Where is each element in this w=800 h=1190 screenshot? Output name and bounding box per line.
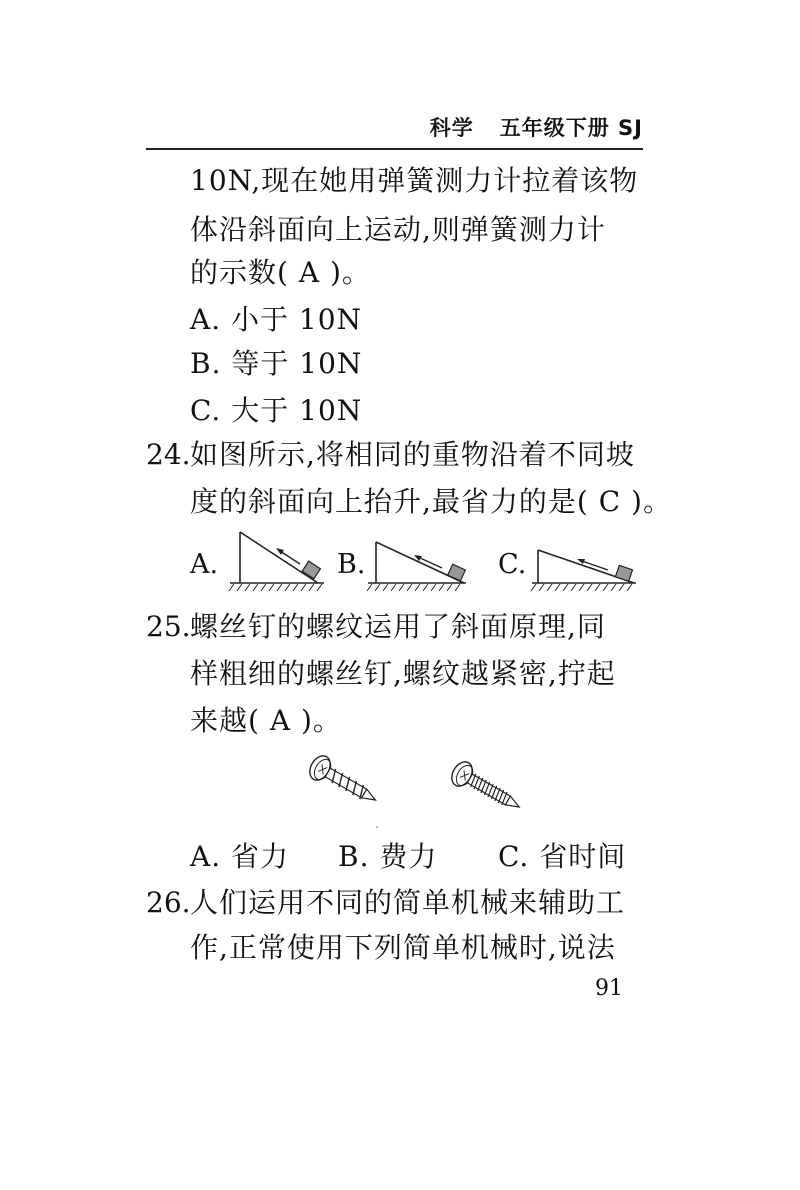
q24-line-2: 度的斜面向上抬升,最省力的是( C )。 <box>190 485 672 518</box>
q23-line-1: 10N,现在她用弹簧测力计拉着该物 <box>190 164 639 197</box>
header-grade: 五年级下册 SJ <box>499 116 643 140</box>
q24-line-1: 如图所示,将相同的重物沿着不同坡 <box>190 438 635 471</box>
q23-option-c: C. 大于 10N <box>190 394 363 427</box>
q23-option-b: B. 等于 10N <box>190 347 363 380</box>
medium-incline-figure <box>366 528 470 598</box>
coarse-thread-screw-icon <box>304 752 388 814</box>
q25-option-a: A. 省力 <box>190 840 290 873</box>
gentle-incline-figure <box>530 528 640 598</box>
page-header <box>146 108 643 150</box>
q25-option-c: C. 省时间 <box>498 840 627 873</box>
q24-figure-label-b: B. <box>337 549 366 580</box>
q25-line-1: 螺丝钉的螺纹运用了斜面原理,同 <box>190 610 606 643</box>
fine-thread-screw-icon <box>446 758 532 820</box>
header-text <box>430 112 643 142</box>
q25-number: 25. <box>146 610 191 643</box>
steep-incline-figure <box>228 528 328 598</box>
q25-line-2: 样粗细的螺丝钉,螺纹越紧密,拧起 <box>190 657 616 690</box>
q23-option-a: A. 小于 10N <box>190 303 363 336</box>
q25-line-3: 来越( A )。 <box>190 704 342 737</box>
q24-figure-label-c: C. <box>498 549 527 580</box>
q26-number: 26. <box>146 886 191 919</box>
header-subject: 科学 <box>429 116 474 140</box>
q26-line-2: 作,正常使用下列简单机械时,说法 <box>190 931 616 964</box>
speck <box>376 826 378 828</box>
q23-line-2: 体沿斜面向上运动,则弹簧测力计 <box>190 213 606 246</box>
q26-line-1: 人们运用不同的简单机械来辅助工 <box>190 886 626 919</box>
q24-number: 24. <box>146 438 191 471</box>
q23-line-3: 的示数( A )。 <box>190 256 371 289</box>
q25-option-b: B. 费力 <box>338 840 438 873</box>
q24-figure-label-a: A. <box>190 549 219 580</box>
page-number: 91 <box>595 976 623 1001</box>
